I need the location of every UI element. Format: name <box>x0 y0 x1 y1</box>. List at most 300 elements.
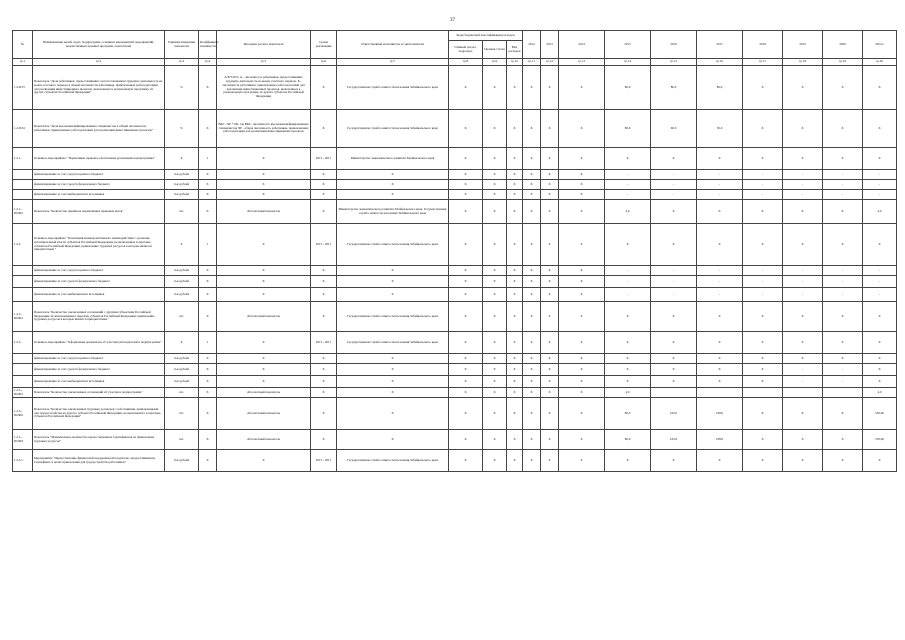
table-row <box>13 288 897 302</box>
row-coefficient: X <box>199 450 217 472</box>
row-name: Основное мероприятие " Нормативно правовое обеспечение реализации подпрограммы" <box>33 148 165 170</box>
row-term: X <box>311 276 337 288</box>
row-coefficient: X <box>199 266 217 276</box>
row-total: X <box>863 332 897 354</box>
row-coefficient: X <box>199 66 217 110</box>
row-year-value: - <box>823 364 863 376</box>
row-term: X <box>311 180 337 190</box>
row-year-value: 60,0 <box>651 110 697 148</box>
row-name: Основное мероприятие "Реализация межведомственного взаимодействия с органами исполнительной власти субъектов Российской Федерации, не включенных в перечень субъектов Российской Федерации, привлечение трудовых ресурсов в которые является приоритетным " <box>33 224 165 266</box>
row-term: X <box>311 170 337 180</box>
row-year-value: X <box>541 376 559 388</box>
row-coefficient: 1 <box>199 224 217 266</box>
table-row <box>13 388 897 398</box>
row-number: 1.2.3.- ПОМ1 <box>13 388 33 398</box>
row-year-value: - <box>783 170 823 180</box>
header-year: 2020 <box>823 31 863 59</box>
row-year-value: X <box>559 332 605 354</box>
row-year-value: - <box>697 288 743 302</box>
row-coefficient: X <box>199 388 217 398</box>
row-budget-article: X <box>483 450 507 472</box>
row-year-value: X <box>559 224 605 266</box>
row-term: X <box>311 110 337 148</box>
row-year-value: X <box>743 354 783 364</box>
row-total: X <box>863 224 897 266</box>
row-year-value: - <box>605 288 651 302</box>
row-year-value: X <box>523 110 541 148</box>
row-number: 1.2.2.- ПОМ1 <box>13 302 33 332</box>
row-year-value: - <box>605 190 651 200</box>
row-method: Абсолютный показатель <box>217 388 311 398</box>
row-year-value: X <box>523 276 541 288</box>
row-term: X <box>311 354 337 364</box>
row-total: 550,00 <box>863 430 897 450</box>
row-year-value: X <box>651 354 697 364</box>
row-coefficient: X <box>199 430 217 450</box>
row-term: X <box>311 364 337 376</box>
row-budget-section: X <box>449 266 483 276</box>
row-year-value: X <box>523 148 541 170</box>
row-number <box>13 180 33 190</box>
row-year-value: X <box>559 190 605 200</box>
row-budget-section: X <box>449 224 483 266</box>
row-year-value: X <box>559 180 605 190</box>
row-budget-type: X <box>507 364 523 376</box>
row-year-value: X <box>523 190 541 200</box>
row-year-value: X <box>541 170 559 180</box>
column-group-label: гр.2 <box>33 59 165 66</box>
row-number: 1.2.1. <box>13 148 33 170</box>
row-budget-section: X <box>449 148 483 170</box>
row-year-value <box>697 388 743 398</box>
row-method: X <box>217 288 311 302</box>
header-budget-type: Вид расходов <box>507 41 523 59</box>
row-coefficient: X <box>199 180 217 190</box>
row-budget-article: X <box>483 110 507 148</box>
row-unit: тыс.рублей <box>165 276 199 288</box>
row-budget-section: X <box>449 200 483 224</box>
row-name: финансирование за счет внебюджетных источников <box>33 376 165 388</box>
row-unit: тыс.рублей <box>165 354 199 364</box>
row-budget-type: X <box>507 224 523 266</box>
row-coefficient: X <box>199 288 217 302</box>
row-name: Показатель "Количество заключенных трудовых договоров с работниками, привлеченными для трудоустройства из другого субъекта Российской Федерации, не включенного в перечень субъектов Российской Федерации" <box>33 398 165 430</box>
row-year-value: X <box>559 376 605 388</box>
row-total: - <box>863 170 897 180</box>
row-year-value: X <box>783 200 823 224</box>
row-coefficient: X <box>199 200 217 224</box>
row-coefficient: X <box>199 276 217 288</box>
row-term: X <box>311 190 337 200</box>
row-year-value: X <box>743 224 783 266</box>
row-year-value: - <box>743 170 783 180</box>
row-method: X <box>217 450 311 472</box>
row-year-value: X <box>697 224 743 266</box>
header-year: 2012 <box>523 31 541 59</box>
column-group-label: гр.1 <box>13 59 33 66</box>
row-year-value: X <box>605 364 651 376</box>
row-number <box>13 288 33 302</box>
row-year-value: X <box>783 450 823 472</box>
table-row <box>13 180 897 190</box>
row-budget-article: X <box>483 66 507 110</box>
row-year-value: - <box>605 180 651 190</box>
row-year-value: - <box>605 276 651 288</box>
row-budget-type: X <box>507 266 523 276</box>
row-budget-section: X <box>449 190 483 200</box>
header-budget-article: Целевая статья <box>483 41 507 59</box>
row-year-value: X <box>605 376 651 388</box>
row-responsible: Государственная служба занятости населения Забайкальского края <box>337 224 449 266</box>
row-term: X <box>311 200 337 224</box>
header-year: 2013 <box>541 31 559 59</box>
row-budget-article: X <box>483 332 507 354</box>
row-method: X <box>217 190 311 200</box>
row-year-value: X <box>541 398 559 430</box>
row-method: Абсолютный показатель <box>217 200 311 224</box>
row-year-value: X <box>559 288 605 302</box>
row-budget-section: X <box>449 170 483 180</box>
row-year-value: X <box>523 66 541 110</box>
column-group-label: гр.7 <box>337 59 449 66</box>
row-year-value: 80,0 <box>605 430 651 450</box>
row-name: финансирование за счет средств федерального бюджета <box>33 276 165 288</box>
row-term: 2015 - 2017 <box>311 224 337 266</box>
column-group-label: гр.9 <box>483 59 507 66</box>
row-year-value: - <box>697 190 743 200</box>
row-unit: X <box>165 224 199 266</box>
row-responsible: Государственная служба занятости населения Забайкальского края <box>337 450 449 472</box>
row-year-value: - <box>743 288 783 302</box>
row-method: X <box>217 332 311 354</box>
row-name: финансирование за счет средств краевого бюджета <box>33 170 165 180</box>
row-unit: шт. <box>165 200 199 224</box>
row-year-value: X <box>523 364 541 376</box>
row-year-value: X <box>823 398 863 430</box>
row-total: - <box>863 288 897 302</box>
column-group-label: гр.11 <box>523 59 541 66</box>
row-year-value: X <box>559 66 605 110</box>
row-year-value: 232,0 <box>651 398 697 430</box>
row-budget-section: X <box>449 180 483 190</box>
row-name: Показатель "Количество принятых нормативных правовых актов" <box>33 200 165 224</box>
row-year-value: X <box>783 302 823 332</box>
table-row <box>13 302 897 332</box>
row-year-value: X <box>605 354 651 364</box>
row-name: финансирование за счет средств краевого бюджета <box>33 266 165 276</box>
row-method: X <box>217 224 311 266</box>
row-year-value: X <box>823 332 863 354</box>
row-responsible: Министерство экономического развития Забайкальского края, Государственная служба занятости населения Забайкальского края <box>337 200 449 224</box>
row-budget-article: X <box>483 148 507 170</box>
row-budget-article: X <box>483 376 507 388</box>
column-group-label: гр.13 <box>559 59 605 66</box>
row-responsible: X <box>337 388 449 398</box>
row-year-value: 238,0 <box>697 430 743 450</box>
row-year-value: - <box>651 190 697 200</box>
row-term: 2015 - 2017 <box>311 332 337 354</box>
row-number: 1.2.3.- ПОМ2 <box>13 398 33 430</box>
row-coefficient: 1 <box>199 148 217 170</box>
row-year-value: X <box>823 302 863 332</box>
row-term: X <box>311 376 337 388</box>
row-name: финансирование за счет средств федерального бюджета <box>33 364 165 376</box>
row-coefficient: X <box>199 110 217 148</box>
row-method: X <box>217 266 311 276</box>
row-year-value: X <box>541 450 559 472</box>
row-year-value: X <box>523 170 541 180</box>
row-year-value: X <box>651 148 697 170</box>
row-year-value: X <box>823 450 863 472</box>
row-budget-article: X <box>483 170 507 180</box>
row-name: Показатель "Доля высококвалифицированных специалистов в общей численности работников, привлеченных работодателями для реализации инвестиционных проектов" <box>33 110 165 148</box>
table-row <box>13 430 897 450</box>
table-row <box>13 110 897 148</box>
row-year-value: X <box>605 450 651 472</box>
row-coefficient: 1 <box>199 332 217 354</box>
row-term: X <box>311 266 337 276</box>
row-name: финансирование за счет средств краевого бюджета <box>33 354 165 364</box>
column-group-label: гр.19 <box>823 59 863 66</box>
row-year-value: - <box>743 190 783 200</box>
row-year-value: X <box>559 398 605 430</box>
row-coefficient: X <box>199 398 217 430</box>
row-budget-type: X <box>507 66 523 110</box>
row-year-value: X <box>783 224 823 266</box>
table-row <box>13 450 897 472</box>
row-year-value: X <box>541 148 559 170</box>
column-group-label: гр.12 <box>541 59 559 66</box>
row-year-value: X <box>743 110 783 148</box>
table-row <box>13 376 897 388</box>
row-term: X <box>311 398 337 430</box>
row-coefficient: X <box>199 354 217 364</box>
row-year-value: X <box>523 180 541 190</box>
row-unit: шт. <box>165 302 199 332</box>
row-year-value: X <box>559 450 605 472</box>
row-name: Показатель "Количество заключенных соглашений с другими субъектами Российской Федерации, не включенными в перечень субъектов Российской Федерации, привлечение трудовых ресурсов в которые является приоритетным" <box>33 302 165 332</box>
row-total: X <box>863 376 897 388</box>
row-year-value: X <box>541 288 559 302</box>
row-year-value: X <box>743 376 783 388</box>
row-year-value <box>783 388 823 398</box>
row-method: X <box>217 376 311 388</box>
row-year-value: - <box>651 180 697 190</box>
row-year-value: X <box>541 200 559 224</box>
row-year-value: X <box>605 332 651 354</box>
row-total: X <box>863 66 897 110</box>
row-budget-article: X <box>483 354 507 364</box>
row-number <box>13 190 33 200</box>
row-year-value: X <box>743 200 783 224</box>
row-year-value: X <box>559 110 605 148</box>
row-responsible: Министерство экономического развития Забайкальского края <box>337 148 449 170</box>
table-row <box>13 148 897 170</box>
row-total: 4,0 <box>863 388 897 398</box>
row-year-value: X <box>651 332 697 354</box>
row-budget-section: X <box>449 398 483 430</box>
table-row <box>13 266 897 276</box>
row-year-value: 238,0 <box>697 398 743 430</box>
row-year-value: X <box>559 388 605 398</box>
row-total: X <box>863 354 897 364</box>
row-year-value: X <box>823 354 863 364</box>
row-total: X <box>863 302 897 332</box>
row-year-value: X <box>523 200 541 224</box>
row-total: X <box>863 364 897 376</box>
row-unit: тыс.рублей <box>165 288 199 302</box>
row-year-value: X <box>697 332 743 354</box>
row-year-value: 50,0 <box>697 110 743 148</box>
row-name: Показатель "Максимальное количество предоставленных Сертификатов на привлечение трудовых ресурсов" <box>33 430 165 450</box>
row-budget-article: X <box>483 200 507 224</box>
row-year-value: - <box>651 266 697 276</box>
row-year-value: X <box>743 364 783 376</box>
row-term: X <box>311 430 337 450</box>
header-budget-section: Главный раздел, подраздел <box>449 41 483 59</box>
row-budget-type: X <box>507 190 523 200</box>
row-year-value <box>651 388 697 398</box>
row-budget-article: X <box>483 288 507 302</box>
row-unit: тыс.рублей <box>165 170 199 180</box>
row-year-value: X <box>541 180 559 190</box>
row-year-value: X <box>541 302 559 332</box>
row-budget-article: X <box>483 180 507 190</box>
row-year-value: - <box>823 170 863 180</box>
row-method: X <box>217 180 311 190</box>
row-year-value: X <box>541 110 559 148</box>
row-year-value: X <box>559 148 605 170</box>
column-group-label: гр.5 <box>217 59 311 66</box>
row-budget-section: X <box>449 388 483 398</box>
row-budget-section: X <box>449 430 483 450</box>
column-group-label: гр.14 <box>605 59 651 66</box>
row-year-value: X <box>743 66 783 110</box>
row-term: 2015 - 2017 <box>311 450 337 472</box>
row-budget-type: X <box>507 354 523 364</box>
row-year-value: X <box>783 110 823 148</box>
table-row <box>13 200 897 224</box>
row-budget-section: X <box>449 66 483 110</box>
row-unit: % <box>165 110 199 148</box>
row-year-value: X <box>783 430 823 450</box>
row-budget-type: X <box>507 430 523 450</box>
row-name: Основное мероприятие "Оформление документов об участии работодателей в подпрограмме" <box>33 332 165 354</box>
row-responsible: X <box>337 170 449 180</box>
row-budget-type: X <box>507 288 523 302</box>
row-year-value: X <box>743 450 783 472</box>
row-year-value: X <box>523 430 541 450</box>
row-method: ВКС / ЧР *100, где ВКС- численность высококвалифицированных специалистов ЧР - общая численность работников, привлеченных работодателями для реализации инвестиционных проектов <box>217 110 311 148</box>
row-number <box>13 354 33 364</box>
header-year: 2019 <box>783 31 823 59</box>
row-year-value: X <box>651 200 697 224</box>
row-year-value: X <box>697 354 743 364</box>
row-total: - <box>863 180 897 190</box>
row-number <box>13 376 33 388</box>
column-group-label: гр.15 <box>651 59 697 66</box>
column-group-row <box>13 59 897 66</box>
row-year-value: - <box>783 190 823 200</box>
row-method: X <box>217 276 311 288</box>
row-year-value: X <box>559 364 605 376</box>
table-row <box>13 398 897 430</box>
row-year-value: X <box>523 224 541 266</box>
table-row <box>13 170 897 180</box>
row-method: X <box>217 170 311 180</box>
row-coefficient: X <box>199 364 217 376</box>
header-num: № <box>13 31 33 59</box>
table-row <box>13 332 897 354</box>
row-year-value: X <box>783 398 823 430</box>
row-responsible: X <box>337 190 449 200</box>
row-name: финансирование за счет внебюджетных источников <box>33 288 165 302</box>
row-year-value: X <box>651 450 697 472</box>
row-year-value: - <box>783 180 823 190</box>
header-method: Методика расчета показателя <box>217 31 311 59</box>
row-budget-type: X <box>507 110 523 148</box>
row-year-value: X <box>605 224 651 266</box>
row-number <box>13 266 33 276</box>
row-method: X <box>217 148 311 170</box>
row-year-value: - <box>823 190 863 200</box>
row-year-value: X <box>559 430 605 450</box>
row-year-value: X <box>743 148 783 170</box>
row-budget-article: X <box>483 276 507 288</box>
row-budget-type: X <box>507 450 523 472</box>
row-budget-type: X <box>507 170 523 180</box>
row-year-value: X <box>651 224 697 266</box>
row-number: 1.2-П34 <box>13 110 33 148</box>
page-number: 37 <box>450 18 455 23</box>
row-responsible: X <box>337 266 449 276</box>
row-total: 550,00 <box>863 398 897 430</box>
row-coefficient: X <box>199 170 217 180</box>
row-year-value: X <box>523 398 541 430</box>
row-budget-type: X <box>507 332 523 354</box>
row-year-value: X <box>823 200 863 224</box>
row-year-value: X <box>541 354 559 364</box>
row-term: X <box>311 66 337 110</box>
row-responsible: X <box>337 430 449 450</box>
row-budget-section: X <box>449 376 483 388</box>
row-year-value: X <box>783 332 823 354</box>
row-term: X <box>311 388 337 398</box>
row-term: X <box>311 288 337 302</box>
row-method: X <box>217 364 311 376</box>
row-unit: тыс.рублей <box>165 376 199 388</box>
row-method: Абсолютный показатель <box>217 430 311 450</box>
row-responsible: X <box>337 288 449 302</box>
row-year-value: - <box>651 170 697 180</box>
row-unit: % <box>165 66 199 110</box>
row-responsible: Государственная служба занятости населения Забайкальского края <box>337 302 449 332</box>
row-budget-type: X <box>507 388 523 398</box>
row-name: финансирование за счет внебюджетных источников <box>33 190 165 200</box>
row-year-value <box>823 388 863 398</box>
header-year: 2018 <box>743 31 783 59</box>
row-number <box>13 276 33 288</box>
row-year-value: X <box>823 148 863 170</box>
row-year-value: - <box>783 266 823 276</box>
row-budget-article: X <box>483 190 507 200</box>
header-coef: Коэффициент значимости <box>199 31 217 59</box>
row-budget-section: X <box>449 276 483 288</box>
column-group-label: гр.10 <box>507 59 523 66</box>
row-year-value: 4,0 <box>605 200 651 224</box>
row-year-value: - <box>743 276 783 288</box>
row-name: финансирование за счет средств федерального бюджета <box>33 180 165 190</box>
